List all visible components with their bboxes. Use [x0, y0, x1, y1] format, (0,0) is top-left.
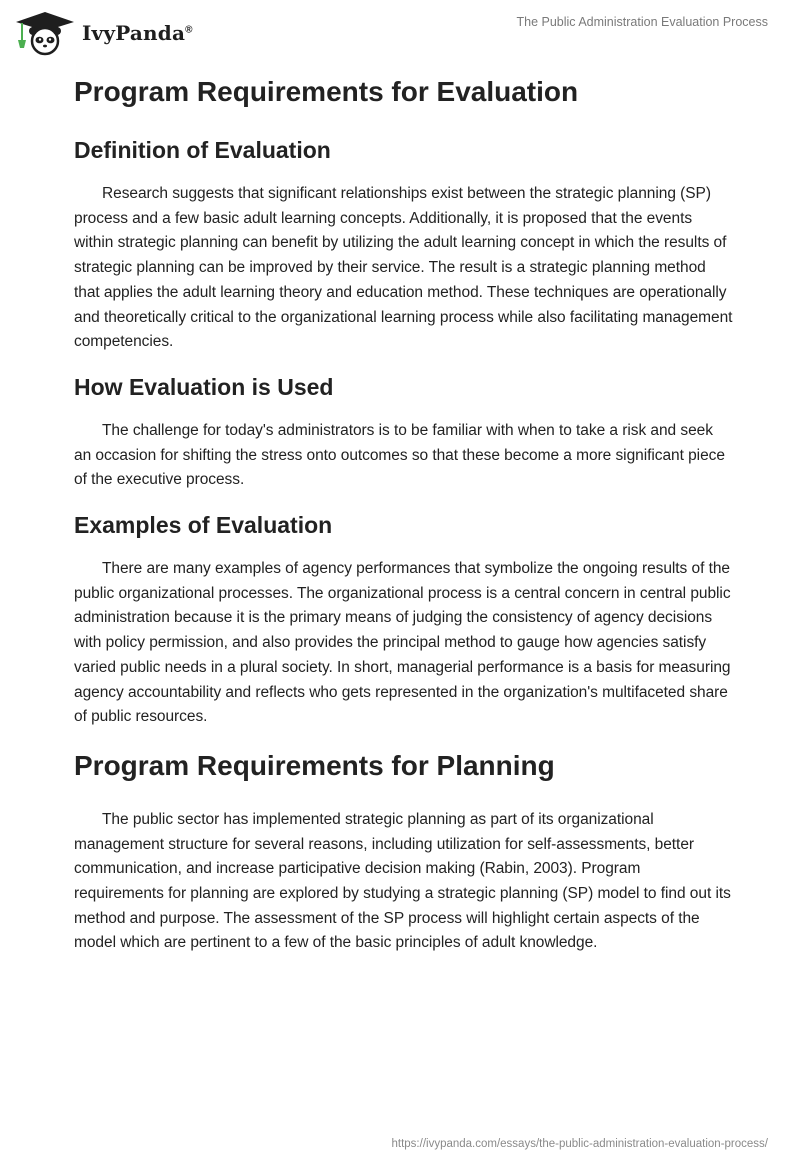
- paragraph-definition: Research suggests that significant relationships exist between the strategic planning (SP) process and a few basic adult learning concepts. Additionally, it is proposed that the events within strategic planning can benefit by utilizing the adult learning concept in which the results of strategic planning can be improved by their service. The result is a strategic planning method that applies the adult learning theory and education method. These techniques are operationally and theoretically critical to the organizational learning process while also facilitating management competencies.: [74, 185, 733, 351]
- brand-name: IvyPanda®: [82, 21, 193, 45]
- section-heading-planning: Program Requirements for Planning: [74, 749, 555, 781]
- subheading-examples: Examples of Evaluation: [74, 512, 333, 539]
- subheading-definition: Definition of Evaluation: [74, 137, 331, 163]
- panda-graduate-icon: [14, 10, 76, 56]
- subheading-usage: How Evaluation is Used: [74, 373, 334, 400]
- paragraph-examples: There are many examples of agency performances that symbolize the ongoing results of the public organizational processes. The organizational process is a central concern in central public administration because it is the primary means of judging the consistency of agency decisions with policy permission, and also provides the principal method to gauge how agencies satisfy varied public needs in a plural society. In short, managerial performance is a basis for measuring agency accountability and reflects who gets represented in the organization's multifaceted share of public resources.: [74, 560, 731, 726]
- source-url[interactable]: https://ivypanda.com/essays/the-public-administration-evaluation-process/: [391, 1138, 768, 1150]
- logo[interactable]: [14, 10, 193, 56]
- section-heading-evaluation: Program Requirements for Evaluation: [74, 76, 579, 107]
- paragraph-planning: The public sector has implemented strategic planning as part of its organizational management structure for several reasons, including utilization for self-assessments, better communication, and increase participative decision making (Rabin, 2003). Program requirements for planning are explored by studying a strategic planning (SP) model to find out its method and purpose. The assessment of the SP process will highlight certain aspects of the model which are pertinent to a few of the basic principles of adult knowledge.: [74, 810, 731, 952]
- document-title: The Public Administration Evaluation Process: [516, 15, 768, 29]
- essay-content: [74, 68, 734, 956]
- page-header: [0, 0, 800, 60]
- paragraph-usage: The challenge for today's administrators is to be familiar with when to take a risk and seek an occasion for shifting the stress onto outcomes so that these become a more significant piece of the executive process.: [74, 421, 725, 489]
